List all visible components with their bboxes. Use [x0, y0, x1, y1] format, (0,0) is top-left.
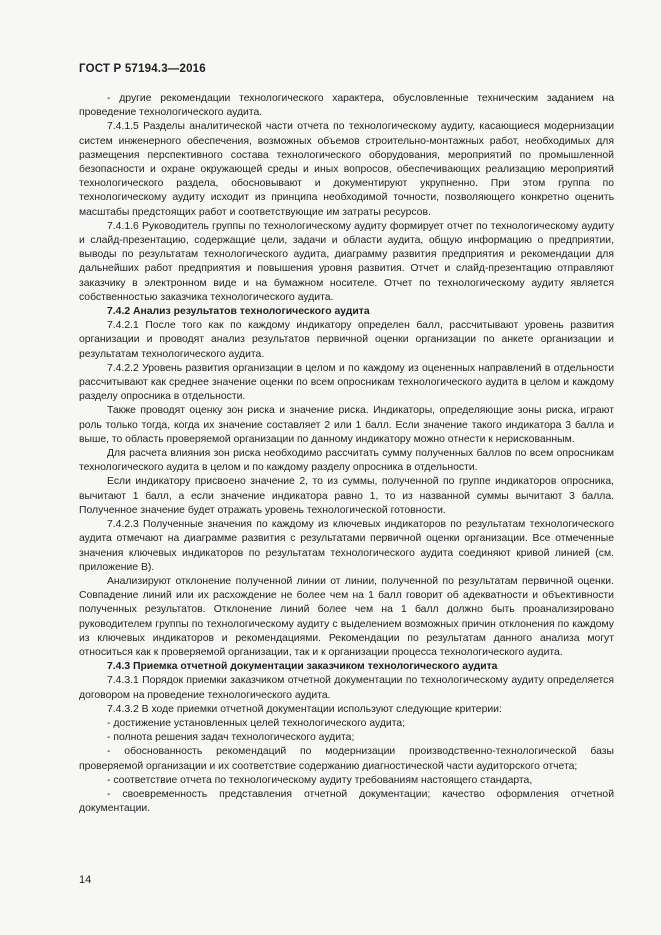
- document-body: [79, 92, 614, 816]
- paragraph: 7.4.3.1 Порядок приемки заказчиком отчетной документации по технологическому аудиту определяется договором на проведение технологического аудита.: [79, 675, 614, 701]
- paragraph: Для расчета влияния зон риска необходимо рассчитать сумму полученных баллов по всем опросникам технологического аудита в целом и по каждому разделу опросника в отдельности.: [79, 448, 614, 474]
- paragraph: - другие рекомендации технологического характера, обусловленные техническим заданием на проведение технологического аудита.: [79, 93, 614, 119]
- subsection-heading: 7.4.2 Анализ результатов технологического аудита: [107, 306, 370, 318]
- list-item: - соответствие отчета по технологическому аудиту требованиям настоящего стандарта,: [107, 774, 533, 786]
- document-header: ГОСТ Р 57194.3—2016: [79, 63, 206, 75]
- paragraph: 7.4.2.2 Уровень развития организации в целом и по каждому из оцененных направлений в отдельности рассчитывают как среднее значение оценки по всем опросникам технологического аудита в целом и каждому разделу опросника в отдельности.: [79, 362, 614, 403]
- subsection-heading: 7.4.3 Приемка отчетной документации заказчиком технологического аудита: [107, 661, 498, 673]
- list-item: - обоснованность рекомендаций по модернизации производственно-технологической базы проверяемой организации и их соответствие содержанию диагностической части аудиторского отчета;: [79, 746, 614, 772]
- list-item: - достижение установленных целей технологического аудита;: [107, 717, 406, 729]
- paragraph: Если индикатору присвоено значение 2, то из суммы, полученной по группе индикаторов опросника, вычитают 1 балл, а если значение индикатора равно 1, то из названной суммы вычитают 3 балла. Полученное значение будет отражать уровень технологической готовности.: [79, 476, 614, 516]
- paragraph: 7.4.1.5 Разделы аналитической части отчета по технологическому аудиту, касающиеся модернизации систем инженерного обеспечения, возможных объемов строительно-монтажных работ, необходимых для размещения перспективного состава технологического оборудования, мероприятий по промышленной безопасности и охране окружающей среды и иных вопросов, обеспечивающих реализацию мероприятий технологического раздела, обосновывают и документируют укрупненно. При этом группа по технологическому аудиту исходит из принципа необходимой точности, позволяющего конкретно оценить масштабы предстоящих работ и соответствующие им затраты ресурсов.: [79, 121, 614, 218]
- list-item: - своевременность представления отчетной документации; качество оформления отчетной документации.: [79, 788, 614, 815]
- paragraph: Анализируют отклонение полученной линии от линии, полученной по результатам первичной оценки. Совпадение линий или их расхождение не более чем на 1 балл говорит об адекватности и объективности полученных результатов. Отклонение линий более чем на 1 балл должно быть проанализировано руководителем группы по технологическому аудиту с выделением возможных причин отклонения по каждому из ключевых индикаторов и рекомендациями. Рекомендации по результатам данного анализа могут относиться как к проверяемой организации, так и к организации процесса технологического аудита.: [79, 575, 614, 658]
- paragraph: 7.4.2.3 Полученные значения по каждому из ключевых индикаторов по результатам технологического аудита отмечают на диаграмме развития с результатами первичной оценки организации. Все отмеченные значения ключевых индикаторов по результатам технологического аудита соединяют кривой линией (см. приложение В).: [79, 519, 614, 573]
- list-item: - полнота решения задач технологического аудита;: [107, 732, 355, 744]
- page-number: 14: [79, 874, 92, 886]
- paragraph: 7.4.3.2 В ходе приемки отчетной документации используют следующие критерии:: [107, 703, 502, 715]
- paragraph: 7.4.1.6 Руководитель группы по технологическому аудиту формирует отчет по технологическому аудиту и слайд-презентацию, содержащие цели, задачи и области аудита, общую информацию о предприятии, выводы по результатам технологического аудита, диаграмму развития предприятия и рекомендации для дальнейших работ предприятия и повышения уровня развития. Отчет и слайд-презентацию отправляют заказчику в электронном виде и на бумажном носителе. Отчет по технологическому аудиту является собственностью заказчика технологического аудита.: [79, 220, 614, 303]
- paragraph: 7.4.2.1 После того как по каждому индикатору определен балл, рассчитывают уровень развития организации и проводят анализ результатов первичной оценки организации по анкете организации и результатам технологического аудита.: [79, 320, 614, 360]
- paragraph: Также проводят оценку зон риска и значение риска. Индикаторы, определяющие зоны риска, играют роль только тогда, когда их значение составляет 2 или 1 балл. Если значение такого индикатора 3 балла и выше, то область проверяемой организации по данному индикатору можно отнести к нерискованным.: [79, 405, 614, 445]
